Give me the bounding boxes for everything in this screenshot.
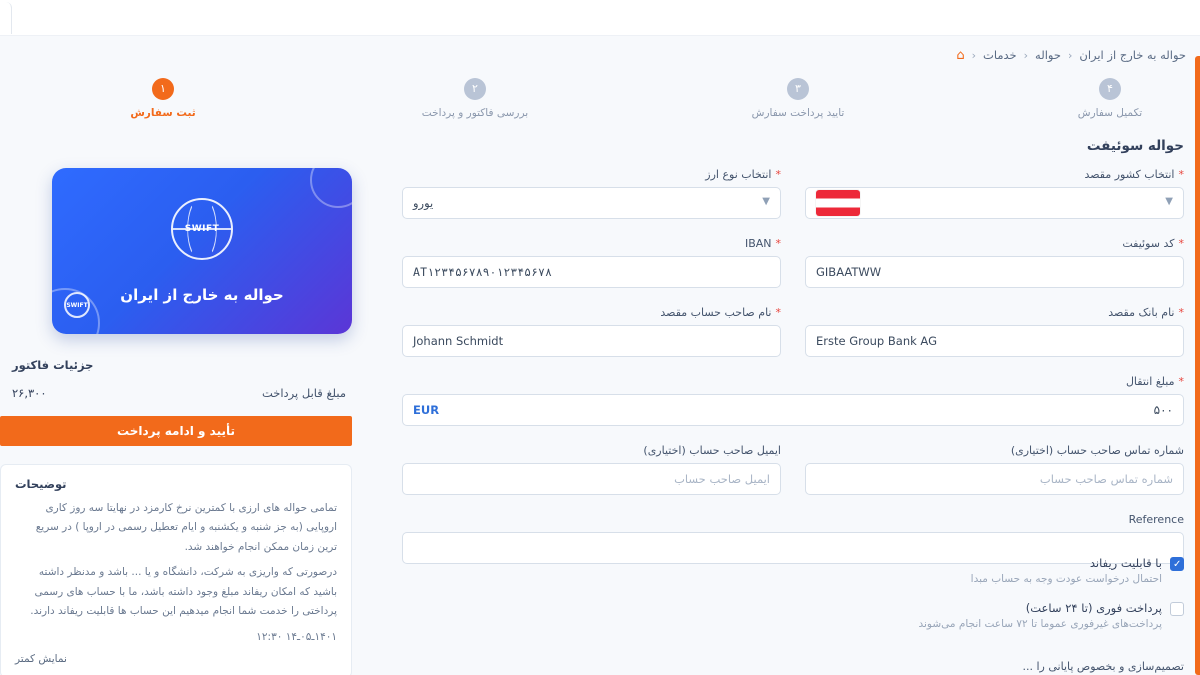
invoice-payable-value: ۲۶,۳۰۰ xyxy=(12,386,47,400)
field-label xyxy=(402,444,781,457)
selected-value: یورو xyxy=(413,196,434,210)
confirm-and-pay-button[interactable]: تأیید و ادامه پرداخت xyxy=(0,416,352,446)
chevron-down-icon: ▼ xyxy=(762,196,770,207)
field-label xyxy=(402,375,1184,388)
browser-tab-nub[interactable] xyxy=(0,2,12,34)
checkbox-title: پرداخت فوری (تا ۲۴ ساعت) xyxy=(1025,601,1162,615)
bottom-note: تصمیم‌سازی و بخصوص پایانی را ... xyxy=(1022,660,1184,673)
step-label: ثبت سفارش xyxy=(130,107,196,119)
checkbox-row-refundable[interactable] xyxy=(402,556,1184,585)
invoice-payable-label: مبلغ قابل پرداخت xyxy=(261,386,346,400)
field-label xyxy=(805,237,1184,250)
required-marker: * xyxy=(775,168,781,181)
required-marker: * xyxy=(775,237,781,250)
field-currency-type xyxy=(402,168,781,219)
austria-flag-icon xyxy=(816,190,860,216)
breadcrumb-item-1[interactable]: حواله xyxy=(1035,48,1061,62)
field-destination-country xyxy=(805,168,1184,219)
notes-paragraph: ۱۴۰۱ـ۰۵ـ۱۴ ۱۲:۳۰ xyxy=(256,630,337,643)
destination-country-select[interactable] xyxy=(805,187,1184,219)
breadcrumb-separator-icon: ‹ xyxy=(1023,48,1029,62)
form-row-swift-iban xyxy=(402,237,1184,288)
checkout-stepper xyxy=(0,78,1200,128)
contact-number-input[interactable] xyxy=(805,463,1184,495)
checkbox-row-instant-payment[interactable] xyxy=(402,601,1184,630)
breadcrumb-item-2[interactable]: حواله به خارج از ایران xyxy=(1079,48,1186,62)
field-label xyxy=(402,237,781,250)
label-text: شماره تماس صاحب حساب (اختیاری) xyxy=(1010,444,1184,457)
label-text: Reference xyxy=(1128,513,1184,526)
input-placeholder: شماره تماس صاحب حساب xyxy=(1039,472,1173,486)
notes-toggle-link[interactable]: نمایش کمتر xyxy=(15,652,67,665)
invoice-payable-row xyxy=(6,382,352,410)
right-accent-rail xyxy=(1195,56,1200,675)
step-label: تکمیل سفارش xyxy=(1077,107,1143,119)
label-text: ایمیل صاحب حساب (اختیاری) xyxy=(643,444,781,457)
step-item-payment-confirm[interactable] xyxy=(713,78,883,119)
breadcrumb-item-0[interactable]: خدمات xyxy=(983,48,1017,62)
notes-panel xyxy=(0,464,352,675)
input-value: Johann Schmidt xyxy=(413,334,504,348)
input-value: Erste Group Bank AG xyxy=(816,334,938,348)
refundable-checkbox[interactable] xyxy=(1170,557,1184,571)
page-title: حواله سوئیفت xyxy=(1086,138,1184,154)
transfer-amount-input[interactable] xyxy=(402,394,1184,426)
notes-paragraph: تمامی حواله های ارزی با کمترین نرخ کارمزد در نهایتا سه روز کاری اروپایی (به جز شنبه و یکشنبه و ایام تعطیل رسمی در اروپا ) در سریع ترین زمان ممکن انجام خواهند شد. xyxy=(35,502,337,553)
account-holder-name-input[interactable] xyxy=(402,325,781,357)
card-title: حواله به خارج از ایران xyxy=(120,286,284,304)
field-account-holder-name xyxy=(402,306,781,357)
input-placeholder: ایمیل صاحب حساب xyxy=(674,472,770,486)
notes-paragraph: درصورتی که واریزی به شرکت، دانشگاه و یا ... باشد و مدنظر داشته باشید که امکان ریفاند مبلغ وجود داشته باشد، ما با حساب های رسمی پرداختی را خدمت شما انجام میدهیم این حساب ها قابلیت ریفاند دارند. xyxy=(30,566,337,618)
breadcrumb xyxy=(956,48,1186,62)
label-text: انتخاب نوع ارز xyxy=(705,168,772,181)
globe-icon xyxy=(171,198,233,260)
form-row-bank-holder xyxy=(402,306,1184,357)
instant-payment-text xyxy=(918,601,1162,630)
field-label xyxy=(402,513,1184,526)
step-number: ۴ xyxy=(1099,78,1121,100)
required-marker: * xyxy=(1178,375,1184,388)
field-destination-bank-name xyxy=(805,306,1184,357)
home-icon[interactable]: ⌂ xyxy=(956,47,965,63)
card-brand: SWIFT xyxy=(184,224,220,234)
instant-payment-checkbox[interactable] xyxy=(1170,602,1184,616)
field-swift-code xyxy=(805,237,1184,288)
chevron-down-icon: ▼ xyxy=(1165,196,1173,207)
step-number: ۳ xyxy=(787,78,809,100)
form-row-contact-email xyxy=(402,444,1184,495)
step-item-ثبت-سفارش[interactable] xyxy=(78,78,248,119)
breadcrumb-separator-icon: ‹ xyxy=(971,48,976,62)
label-text: انتخاب کشور مقصد xyxy=(1084,168,1175,181)
browser-top-strip xyxy=(0,0,1200,36)
input-value: AT۱۲۳۴۵۶۷۸۹۰۱۲۳۴۵۶۷۸ xyxy=(413,265,552,279)
notes-title: توضیحات xyxy=(15,477,67,491)
required-marker: * xyxy=(1178,306,1184,319)
breadcrumb-separator-icon: ‹ xyxy=(1067,48,1073,62)
amount-currency: EUR xyxy=(413,403,440,417)
invoice-summary xyxy=(0,358,352,410)
required-marker: * xyxy=(1178,168,1184,181)
options-checkbox-group xyxy=(402,556,1184,646)
field-transfer-amount xyxy=(402,375,1184,426)
swift-transfer-form xyxy=(402,168,1184,582)
swift-product-card xyxy=(52,168,352,334)
checkbox-subtitle: احتمال درخواست عودت وجه به حساب مبدا xyxy=(970,573,1162,585)
invoice-heading: جزئیات فاکتور xyxy=(12,358,94,372)
refundable-text xyxy=(971,556,1162,585)
card-mini-brand: SWIFT xyxy=(66,301,88,309)
label-text: IBAN xyxy=(744,237,772,250)
field-label xyxy=(402,306,781,319)
label-text: کد سوئیفت xyxy=(1122,237,1175,250)
destination-bank-name-input[interactable] xyxy=(805,325,1184,357)
step-number: ۱ xyxy=(152,78,174,100)
step-number: ۲ xyxy=(464,78,486,100)
field-label xyxy=(402,168,781,181)
field-label xyxy=(805,306,1184,319)
checkbox-title: با قابلیت ریفاند xyxy=(1089,556,1162,570)
form-row-amount xyxy=(402,375,1184,426)
left-summary-column xyxy=(0,168,352,675)
form-row-country-currency xyxy=(402,168,1184,219)
iban-input[interactable] xyxy=(402,256,781,288)
step-label: تایید پرداخت سفارش xyxy=(751,107,845,119)
step-label: بررسی فاکتور و پرداخت xyxy=(421,107,529,119)
label-text: نام بانک مقصد xyxy=(1108,306,1175,319)
field-label xyxy=(805,168,1184,181)
field-email xyxy=(402,444,781,495)
label-text: نام صاحب حساب مقصد xyxy=(660,306,772,319)
decoration-ring-icon xyxy=(310,168,352,208)
input-value: GIBAATWW xyxy=(816,265,882,279)
field-iban xyxy=(402,237,781,288)
currency-type-select[interactable] xyxy=(402,187,781,219)
checkbox-subtitle: پرداخت‌های غیرفوری عموما تا ۷۲ ساعت انجام می‌شوند xyxy=(918,618,1162,630)
required-marker: * xyxy=(775,306,781,319)
field-label xyxy=(805,444,1184,457)
email-input[interactable] xyxy=(402,463,781,495)
step-item-complete[interactable] xyxy=(1025,78,1195,119)
required-marker: * xyxy=(1178,237,1184,250)
label-text: مبلغ انتقال xyxy=(1125,375,1175,388)
step-item-invoice-review[interactable] xyxy=(390,78,560,119)
field-contact-number xyxy=(805,444,1184,495)
amount-value: ۵۰۰ xyxy=(1153,403,1173,417)
swift-code-input[interactable] xyxy=(805,256,1184,288)
